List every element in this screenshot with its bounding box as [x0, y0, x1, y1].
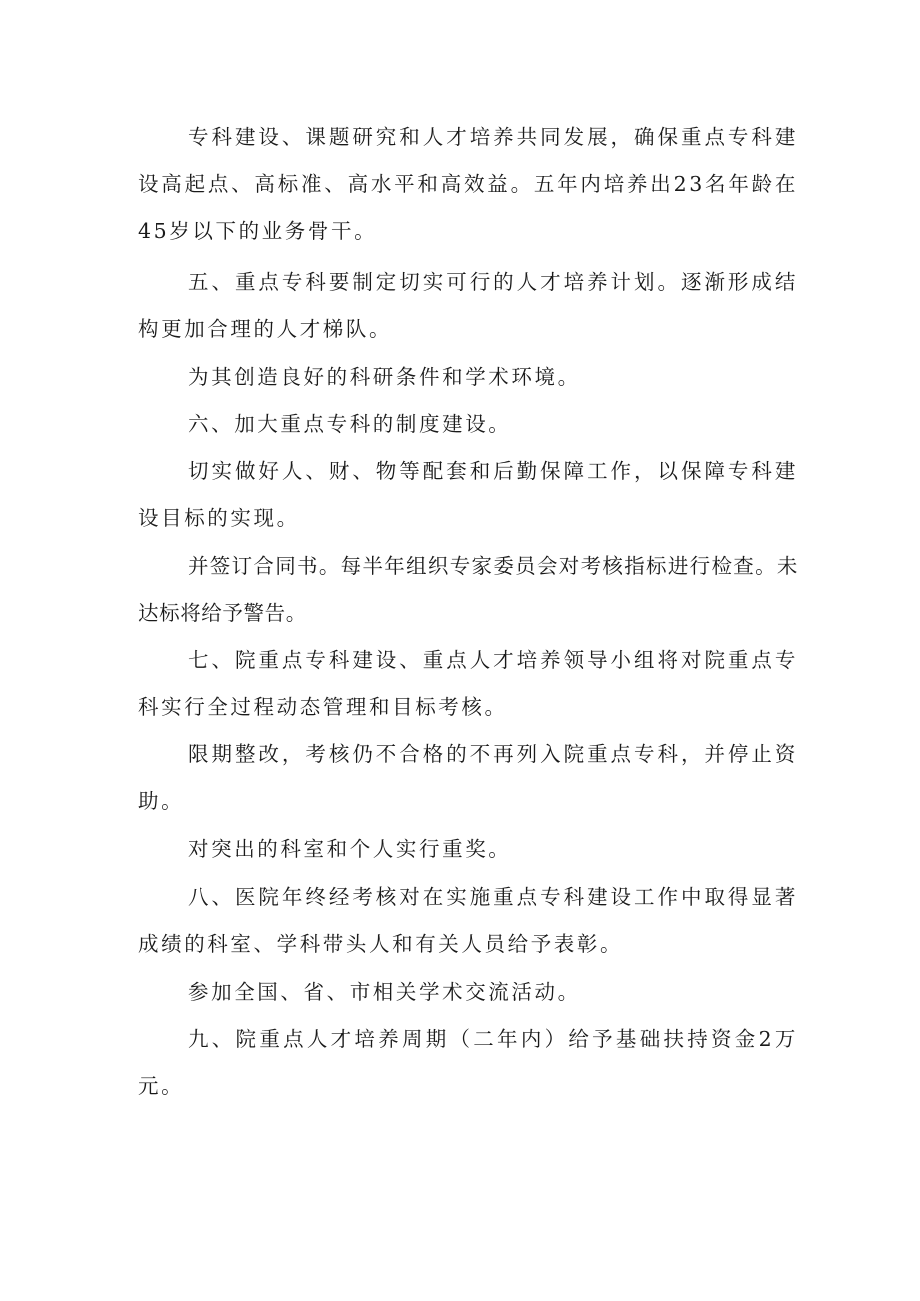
paragraph-9: 对突出的科室和个人实行重奖。 [188, 837, 512, 861]
paragraph-2: 五、重点专科要制定切实可行的人才培养计划。逐渐形成结构更加合理的人才梯队。 [138, 270, 798, 341]
paragraph-4: 六、加大重点专科的制度建设。 [188, 412, 512, 436]
paragraph-7: 七、院重点专科建设、重点人才培养领导小组将对院重点专科实行全过程动态管理和目标考核。 [138, 648, 798, 719]
paragraph-3: 为其创造良好的科研条件和学术环境。 [188, 365, 581, 389]
paragraph-5: 切实做好人、财、物等配套和后勤保障工作，以保障专科建设目标的实现。 [138, 459, 798, 530]
paragraph-1: 专科建设、课题研究和人才培养共同发展，确保重点专科建设高起点、高标准、高水平和高效益。五年内培养出23名年龄在45岁以下的业务骨干。 [138, 125, 798, 243]
paragraph-8: 限期整改，考核仍不合格的不再列入院重点专科，并停止资助。 [138, 742, 798, 813]
paragraph-11: 参加全国、省、市相关学术交流活动。 [188, 980, 581, 1004]
paragraph-6: 并签订合同书。每半年组织专家委员会对考核指标进行检查。未达标将给予警告。 [138, 554, 798, 625]
paragraph-12: 九、院重点人才培养周期（二年内）给予基础扶持资金2万元。 [138, 1027, 798, 1098]
paragraph-10: 八、医院年终经考核对在实施重点专科建设工作中取得显著成绩的科室、学科带头人和有关人员给予表彰。 [138, 885, 798, 956]
